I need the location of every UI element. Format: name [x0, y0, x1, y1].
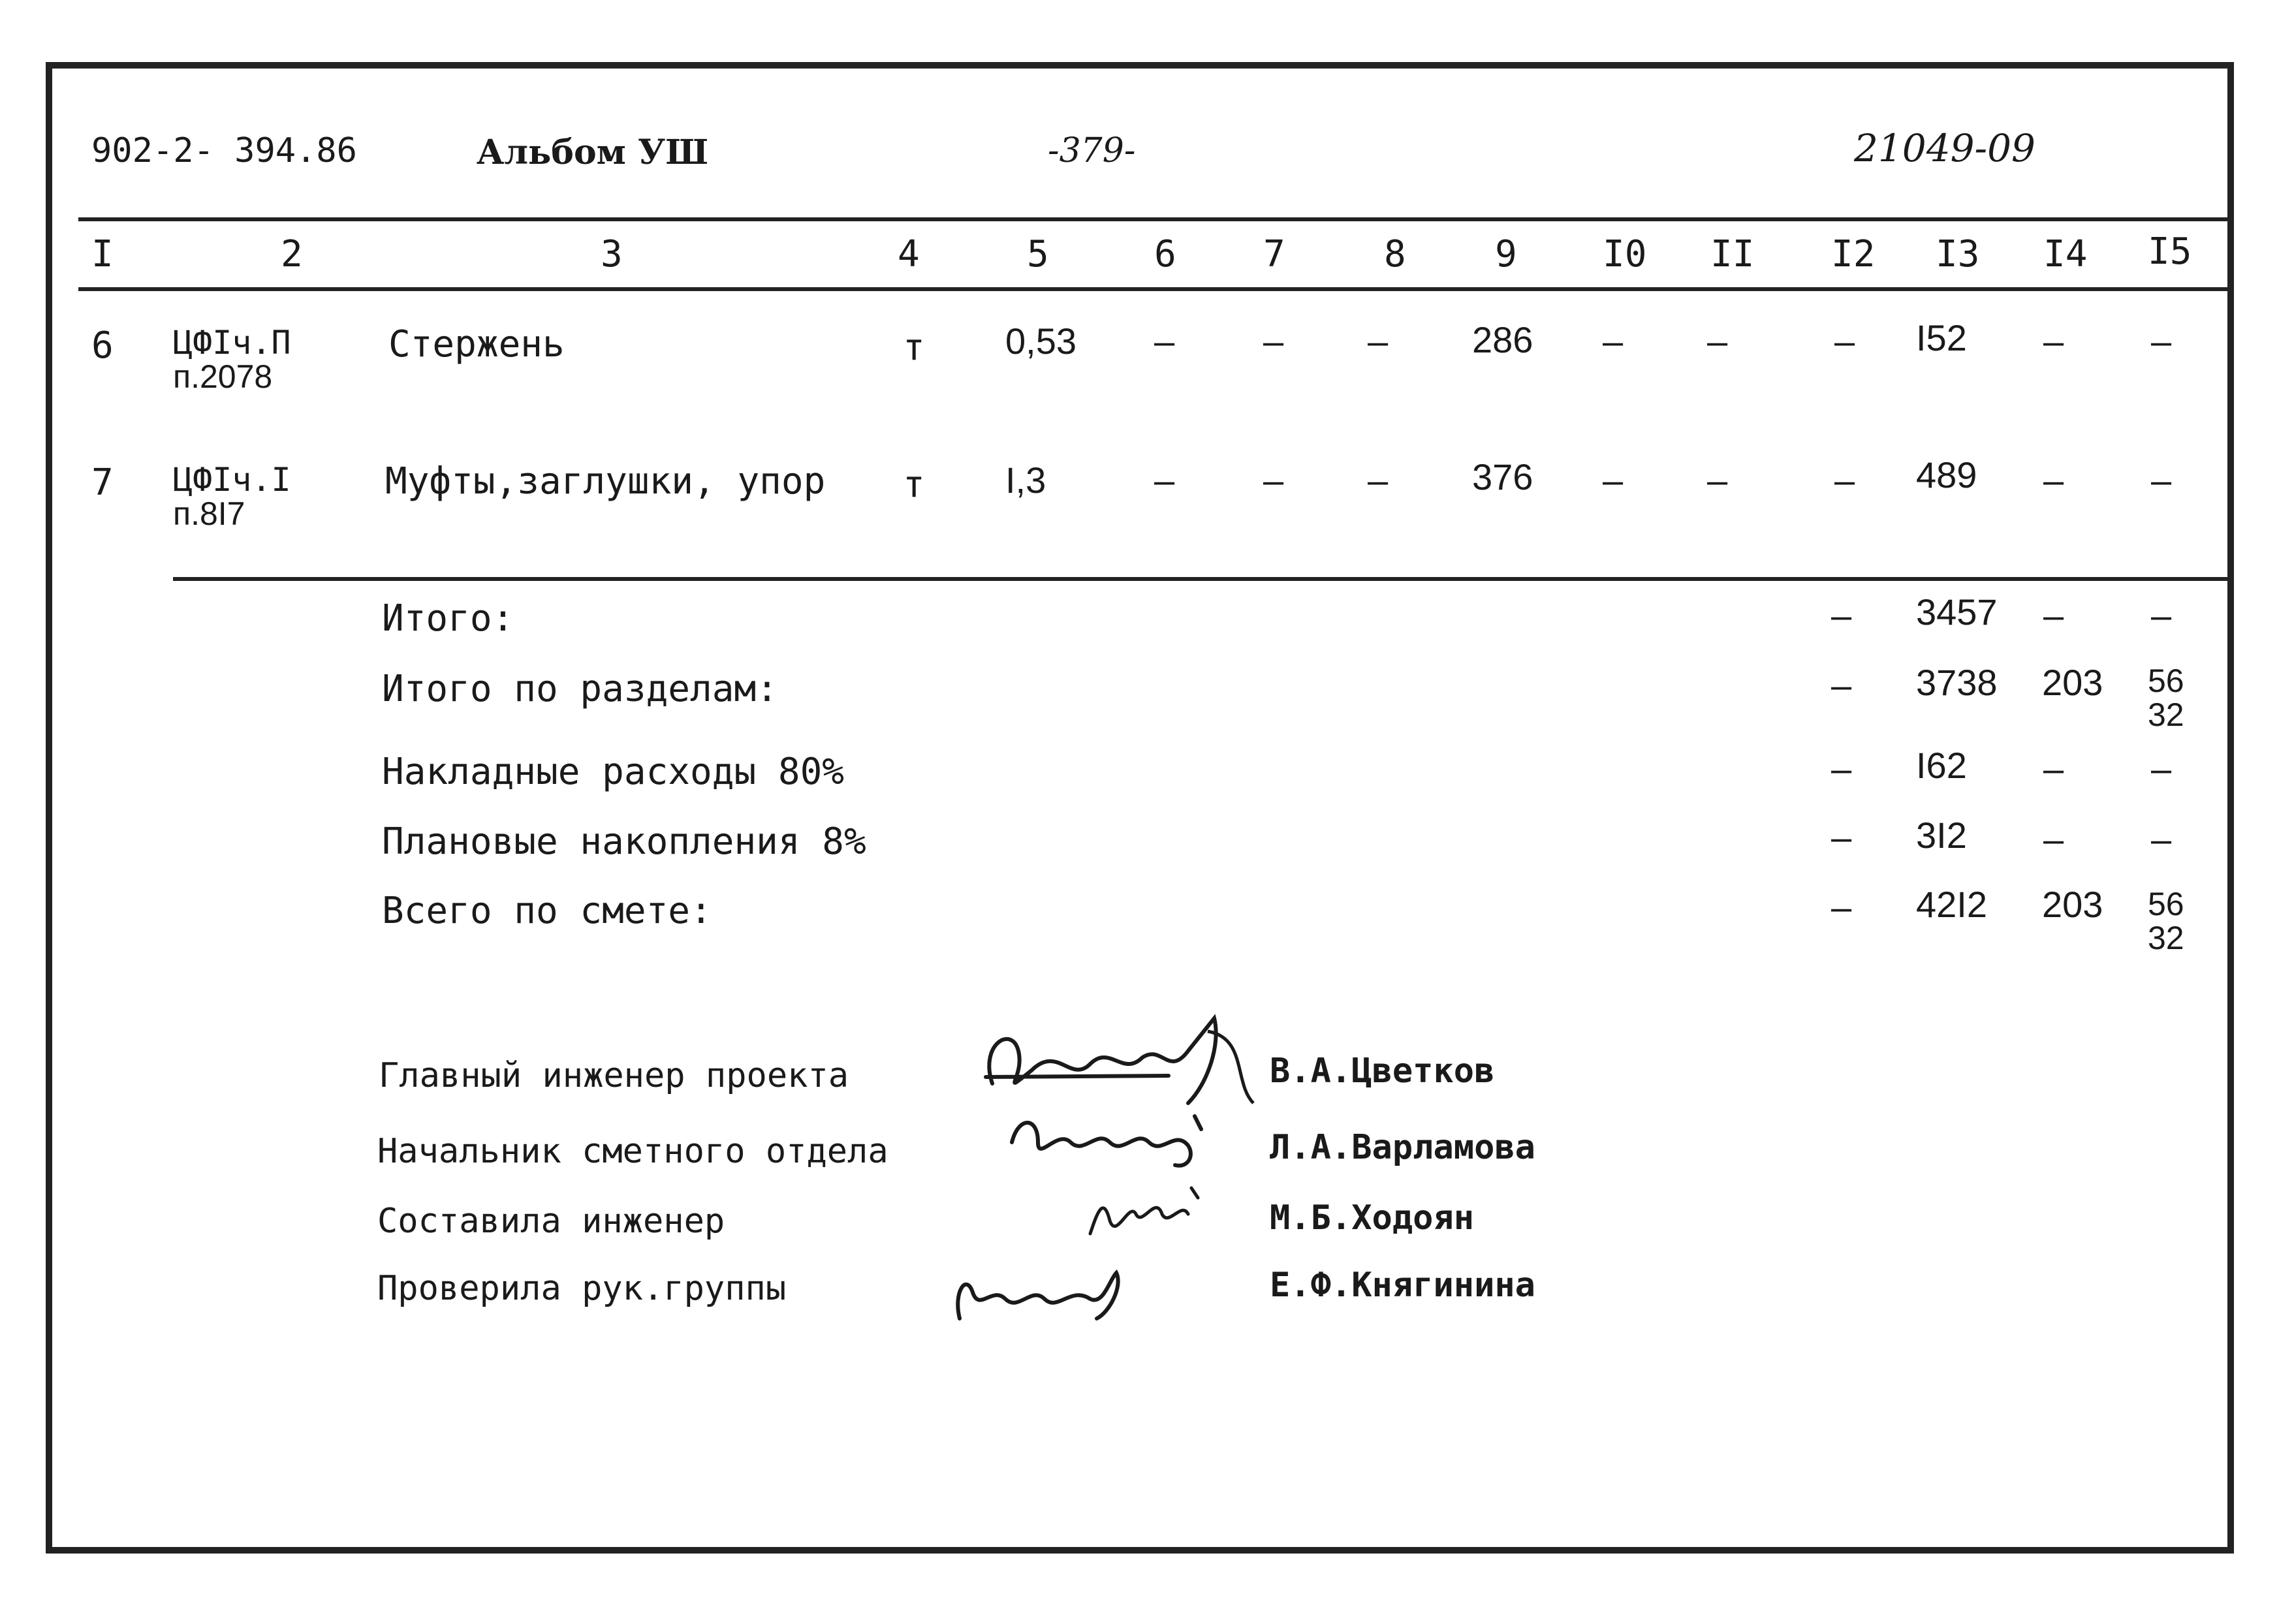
row-value: –: [1834, 460, 1855, 501]
handwritten-signature: [999, 1103, 1234, 1175]
handwritten-signature: [940, 1253, 1149, 1332]
column-header: I0: [1603, 233, 1647, 275]
total-value: –: [2043, 748, 2064, 789]
handwritten-signature: [1077, 1175, 1214, 1247]
signature-name: М.Б.Ходоян: [1270, 1198, 1475, 1238]
row-number: 7: [91, 461, 114, 504]
row-name: Муфты,заглушки, упор: [385, 460, 826, 503]
total-value: –: [2151, 819, 2172, 860]
row-value: –: [1707, 460, 1728, 501]
column-header: 7: [1263, 233, 1285, 275]
column-header: 3: [601, 233, 623, 275]
column-header: 4: [898, 233, 920, 275]
column-header: 9: [1495, 233, 1517, 275]
column-header: I3: [1936, 233, 1980, 275]
total-value: 32: [2148, 696, 2184, 733]
row-value: 376: [1472, 456, 1533, 497]
row-value: –: [1834, 320, 1855, 362]
total-value: –: [1831, 817, 1852, 858]
row-value: I,3: [1005, 460, 1046, 501]
total-value: 3738: [1916, 662, 1998, 703]
total-value: –: [2043, 819, 2064, 860]
column-header: 5: [1027, 233, 1049, 275]
header-top-rule: [78, 217, 2233, 221]
total-label: Итого:: [382, 597, 514, 640]
row-name: Стержень: [388, 323, 565, 366]
row-value: 0,53: [1005, 320, 1076, 362]
total-value: 3457: [1916, 591, 1998, 632]
album-label: Альбом УШ: [477, 133, 709, 172]
total-value: –: [1831, 664, 1852, 706]
row-value: –: [1263, 460, 1284, 501]
signature-role: Главный инженер проекта: [379, 1056, 849, 1095]
row-value: –: [1263, 320, 1284, 362]
reference-number: 21049-09: [1854, 126, 2035, 170]
column-header: 6: [1154, 233, 1176, 275]
total-label: Накладные расходы 80%: [382, 751, 845, 793]
column-header: I4: [2043, 233, 2088, 275]
row-value: –: [1707, 320, 1728, 362]
column-header: 2: [281, 233, 303, 275]
signature-role: Начальник сметного отдела: [377, 1132, 888, 1171]
row-value: –: [1603, 320, 1624, 362]
total-value: 3I2: [1916, 815, 1967, 856]
total-value: 203: [2042, 662, 2103, 703]
header-bottom-rule: [78, 287, 2233, 291]
total-value: –: [1831, 748, 1852, 789]
row-value: –: [2151, 460, 2172, 501]
total-value: 42I2: [1916, 884, 1987, 925]
signature-name: Л.А.Варламова: [1270, 1128, 1535, 1167]
column-header: I: [91, 233, 114, 275]
row-value: –: [1368, 460, 1389, 501]
page-number: -379-: [1048, 131, 1136, 170]
row-value: –: [1368, 320, 1389, 362]
row-number: 6: [91, 324, 114, 367]
row-value: –: [2043, 320, 2064, 362]
total-value: –: [2151, 748, 2172, 789]
row-reference: п.2078: [173, 358, 273, 395]
row-value: –: [1154, 460, 1175, 501]
column-header: 8: [1384, 233, 1406, 275]
signature-name: Е.Ф.Княгинина: [1270, 1266, 1535, 1305]
row-reference: п.8I7: [173, 495, 245, 532]
total-value: –: [2151, 595, 2172, 636]
signature-role: Составила инженер: [377, 1202, 725, 1241]
total-label: Плановые накопления 8%: [382, 820, 866, 863]
row-value: –: [2151, 320, 2172, 362]
column-header: I2: [1831, 233, 1876, 275]
column-header: I5: [2148, 230, 2192, 273]
row-value: 489: [1916, 454, 1977, 495]
total-value: I62: [1916, 745, 1967, 786]
total-value: –: [1831, 595, 1852, 636]
row-value: 286: [1472, 319, 1533, 360]
row-value: I52: [1916, 317, 1967, 358]
total-value: 56: [2148, 886, 2184, 922]
total-value: 56: [2148, 663, 2184, 699]
signature-name: В.А.Цветков: [1270, 1052, 1495, 1091]
document-code: 902-2- 394.86: [91, 131, 357, 170]
total-value: –: [2043, 595, 2064, 636]
row-value: –: [2043, 460, 2064, 501]
total-value: 32: [2148, 920, 2184, 956]
total-label: Всего по смете:: [382, 890, 712, 932]
row-unit: т: [903, 326, 925, 369]
total-value: 203: [2042, 884, 2103, 925]
column-header: II: [1710, 233, 1755, 275]
row-value: –: [1603, 460, 1624, 501]
total-label: Итого по разделам:: [382, 668, 778, 710]
row-reference: ЦФIч.П: [173, 324, 291, 362]
total-value: –: [1831, 886, 1852, 928]
signature-role: Проверила рук.группы: [377, 1269, 787, 1308]
row-value: –: [1154, 320, 1175, 362]
totals-rule: [173, 577, 2233, 581]
row-reference: ЦФIч.I: [173, 461, 291, 499]
row-unit: т: [903, 463, 925, 506]
